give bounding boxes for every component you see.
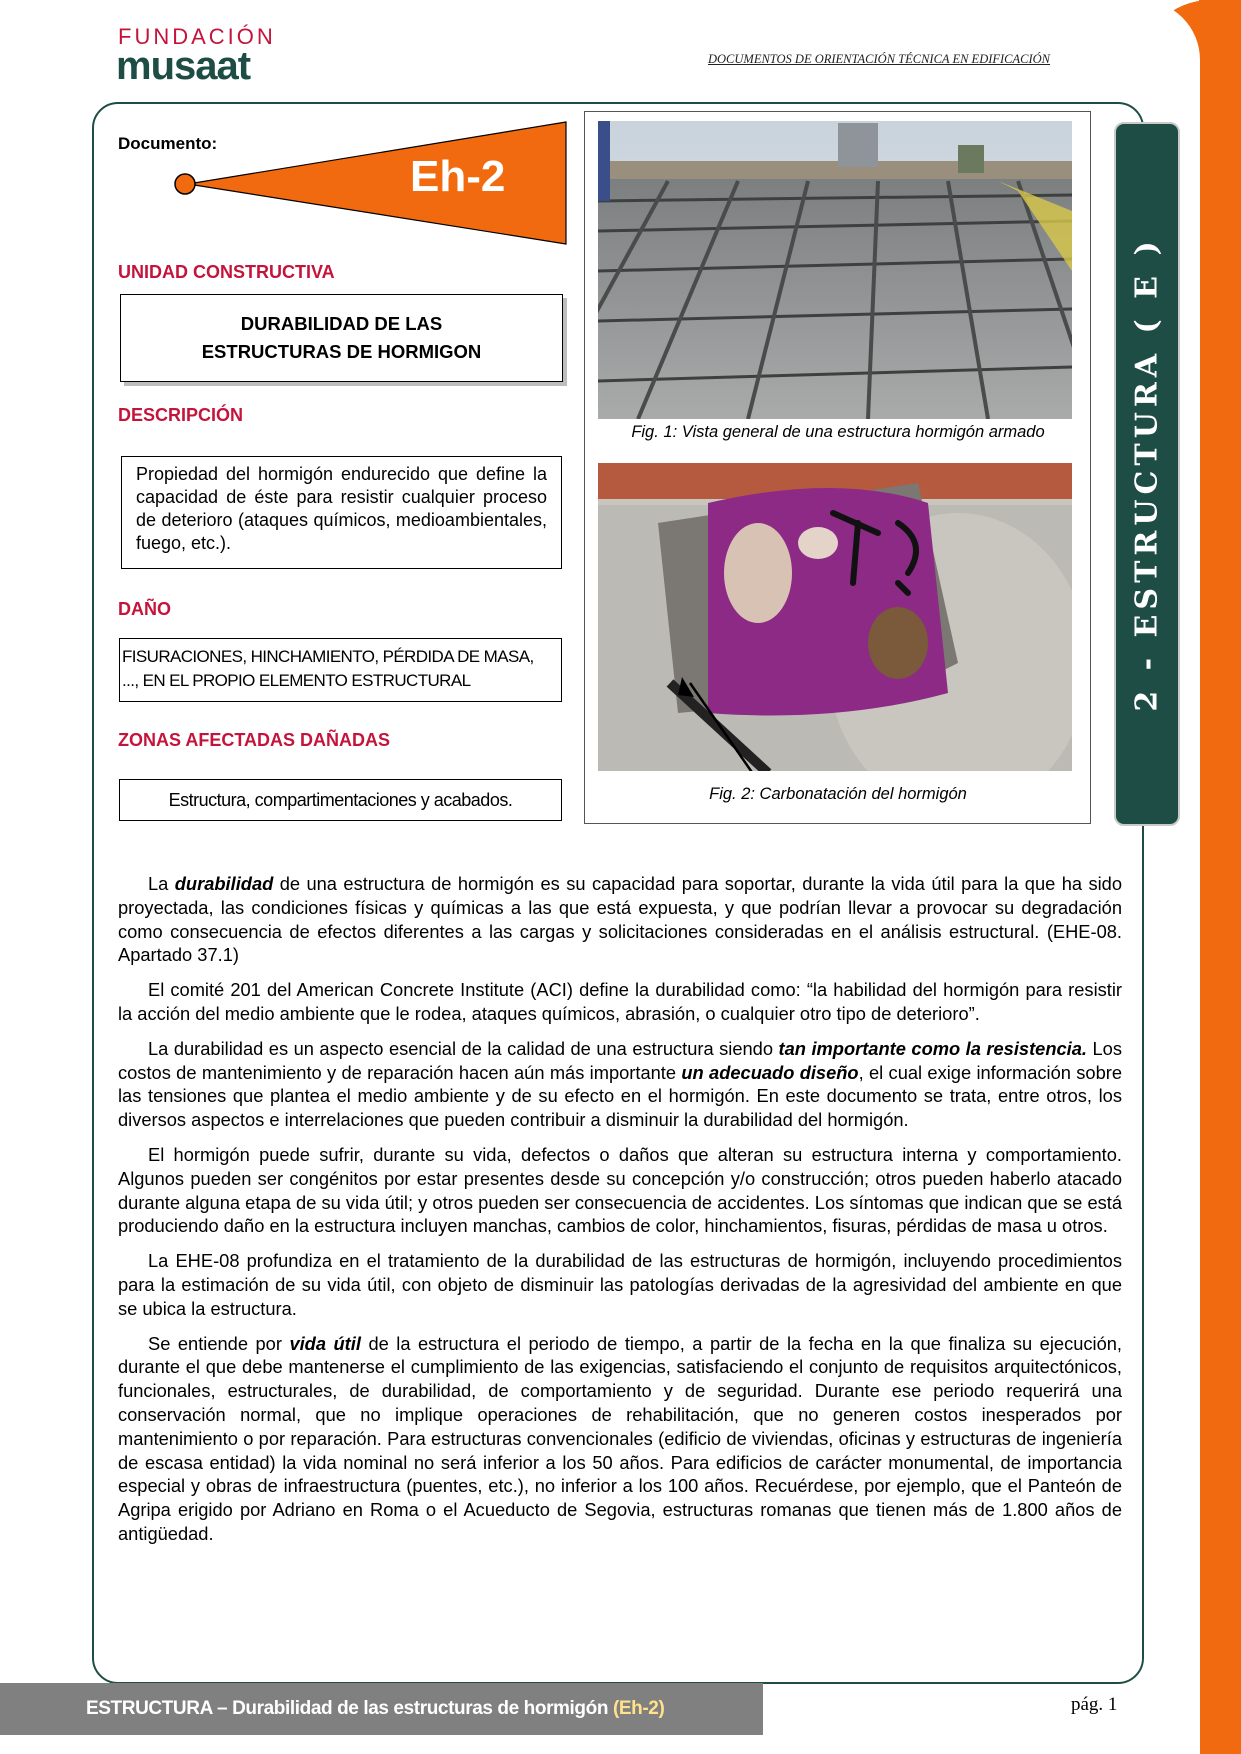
pennant-dot xyxy=(175,174,195,194)
unidad-line-1: DURABILIDAD DE LAS xyxy=(240,313,443,334)
fig1-caption: Fig. 1: Vista general de una estructura hormigón armado xyxy=(631,423,1045,441)
term-durabilidad: durabilidad xyxy=(174,873,274,894)
photo-rebar-slab xyxy=(598,121,1072,419)
document-label: Documento: xyxy=(118,134,218,153)
document-code: Eh-2 xyxy=(410,152,506,201)
unidad-line-2: ESTRUCTURAS DE HORMIGON xyxy=(201,341,482,362)
paragraph-4: El hormigón puede sufrir, durante su vida, defectos o daños que alteran su estructura interna y comportamiento. Algunos pueden ser congénitos por estar presentes desde su concepción y/o construcción; otros pueden haberlo atacado durante alguna etapa de su vida útil; y otros pueden ser consecuencia de accidentes. Los síntomas que indican que se está produciendo daño en la estructura incluyen manchas, cambios de color, hinchamientos, fisuras, pérdidas de masa u otros. xyxy=(118,1143,1122,1237)
chapter-tab-label: 2 - ESTRUCTURA ( E ) xyxy=(1129,236,1165,712)
descripcion-heading: DESCRIPCIÓN xyxy=(118,405,244,425)
term-vida-util: vida útil xyxy=(289,1332,361,1354)
footer-code: (Eh-2) xyxy=(612,1698,665,1719)
footer-title: ESTRUCTURA – Durabilidad de las estructuras de hormigón (Eh-2) xyxy=(86,1698,665,1719)
paragraph-6: Se entiende por vida útil de la estructura el periodo de tiempo, a partir de la fecha en la que finaliza su ejecución, durante el que debe mantenerse el cumplimiento de las exigencias, satisfaciendo el conjunto de requisitos arquitectónicos, funcionales, estructurales, de durabilidad, de comportamiento y de seguridad. Durante ese periodo requerirá una conservación normal, que no implique operaciones de rehabilitación, que no generen costos inesperados por mantenimiento o por reparación. Para estructuras convencionales (edificio de viviendas, oficinas y estructuras de ingeniería de escasa entidad) la vida nominal no será inferior a los 50 años. Para edificios de carácter monumental, de importancia especial y obras de infraestructura (puentes, etc.), no inferior a los 100 años. Recuérdese, por ejemplo, que el Panteón de Agripa erigido por Adriano en Roma o el Acueducto de Segovia, estructuras romanas que tienen más de 1.800 años de antigüedad. xyxy=(118,1332,1122,1544)
dano-line-1: FISURACIONES, HINCHAMIENTO, PÉRDIDA DE MASA, xyxy=(122,647,534,666)
unidad-heading: UNIDAD CONSTRUCTIVA xyxy=(118,262,335,282)
descripcion-text: Propiedad del hormigón endurecido que define la capacidad de éste para resistir cualquier proceso de deterioro (ataques químicos, medioambientales, fuego, etc.). xyxy=(121,456,562,569)
pennant-shape xyxy=(188,122,566,244)
zonas-text: Estructura, compartimentaciones y acabados. xyxy=(119,779,562,821)
document-code-pennant xyxy=(170,120,570,246)
logo-musaat: musaat xyxy=(116,44,251,88)
zonas-heading: ZONAS AFECTADAS DAÑADAS xyxy=(118,730,390,750)
body-text xyxy=(118,872,1122,1557)
fig2-caption: Fig. 2: Carbonatación del hormigón xyxy=(709,785,967,803)
dano-box xyxy=(119,638,562,702)
paragraph-3: La durabilidad es un aspecto esencial de la calidad de una estructura siendo tan importante como la resistencia. Los costos de mantenimiento y de reparación hacen aún más importante un adecuado diseño, el cual exige información sobre las tensiones que plantea el medio ambiente y de su efecto en el hormigón. En este documento se trata, entre otros, los diversos aspectos e interrelaciones que pueden contribuir a disminuir la durabilidad del hormigón. xyxy=(118,1037,1122,1131)
paragraph-2: El comité 201 del American Concrete Institute (ACI) define la durabilidad como: “la habilidad del hormigón para resistir la acción del medio ambiente que le rodea, ataques químicos, abrasión, o cualquier otro tipo de deterioro”. xyxy=(118,979,1122,1024)
paragraph-5: La EHE-08 profundiza en el tratamiento de la durabilidad de las estructuras de hormigón, incluyendo procedimientos para la estimación de su vida útil, con objeto de disminuir las patologías derivadas de la agresividad del ambiente en que se ubica la estructura. xyxy=(118,1250,1122,1319)
photo-carbonation-core xyxy=(598,463,1072,771)
dano-heading: DAÑO xyxy=(118,599,171,619)
orange-side-band xyxy=(1199,0,1241,1754)
page-number: pág. 1 xyxy=(1071,1694,1118,1715)
unidad-box xyxy=(120,294,563,382)
logo-fundacion: FUNDACIÓN xyxy=(118,24,276,49)
dano-line-2: ..., EN EL PROPIO ELEMENTO ESTRUCTURAL xyxy=(122,671,471,690)
paragraph-1: La durabilidad de una estructura de hormigón es su capacidad para soportar, durante la vida útil para la que ha sido proyectada, las condiciones físicas y químicas a las que está expuesta, y que podrían llevar a provocar su degradación como consecuencia de efectos diferentes a las cargas y solicitaciones consideradas en el análisis estructural. (EHE-08. Apartado 37.1) xyxy=(118,873,1122,966)
document-series-title: DOCUMENTOS DE ORIENTACIÓN TÉCNICA EN EDIFICACIÓN xyxy=(708,52,1051,66)
